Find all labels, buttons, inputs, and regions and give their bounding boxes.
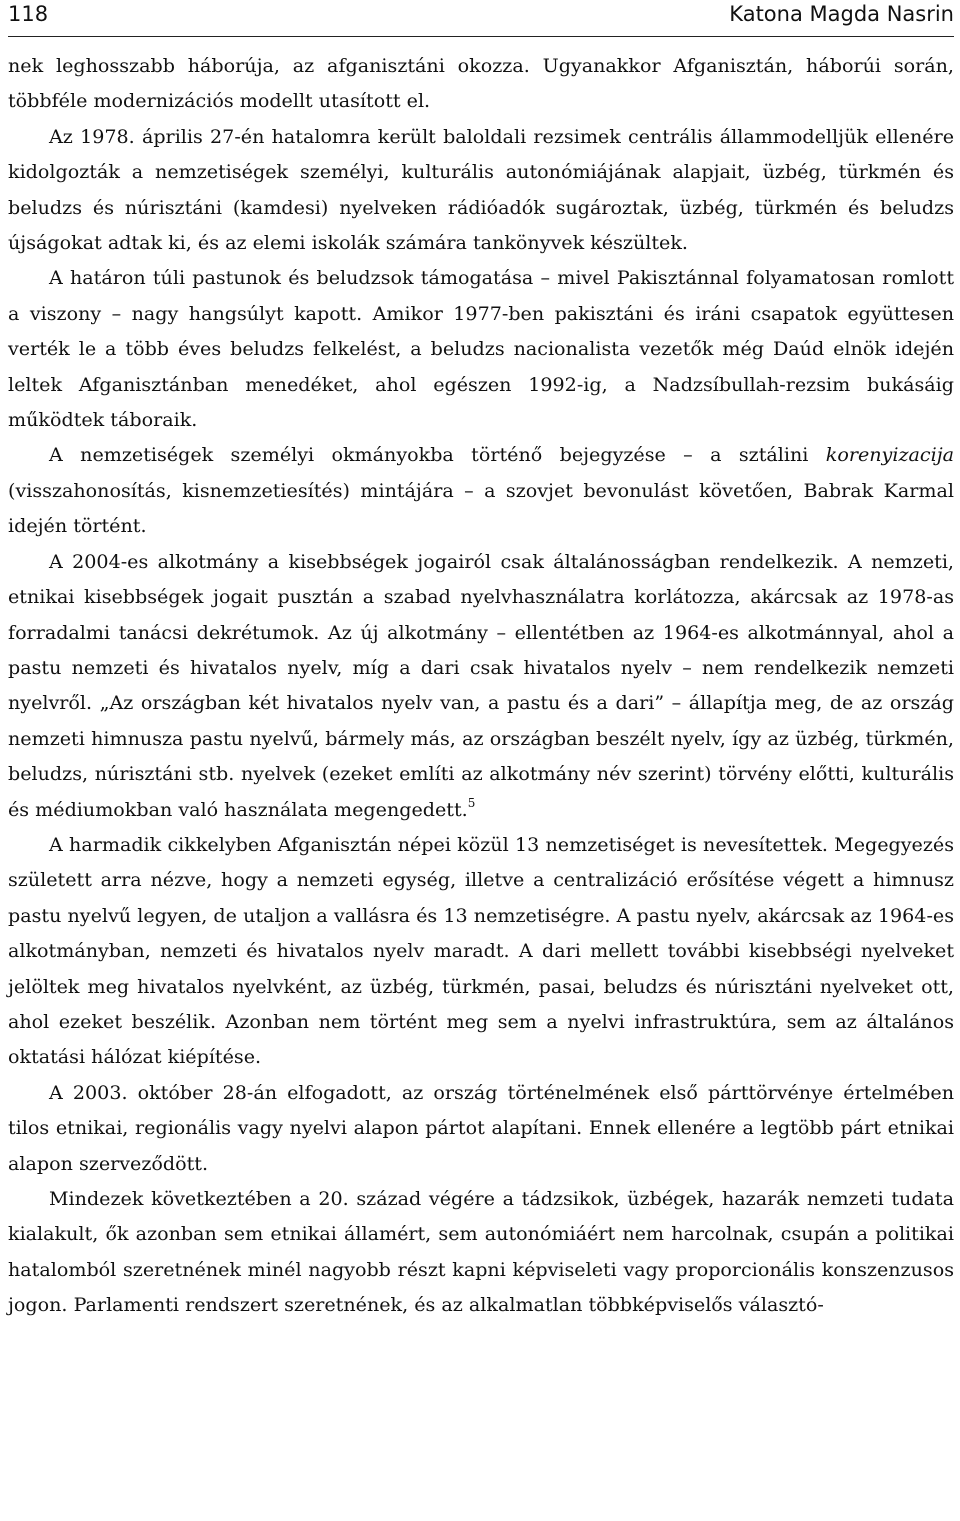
footnote-marker: 5: [467, 796, 476, 811]
page-header: [8, 0, 954, 37]
running-head-author: Katona Magda Nasrin: [729, 2, 954, 26]
paragraph-1978-regime: Az 1978. április 27-én hatalomra került baloldali rezsimek centrális állammodelljük ellenére kidolgozták a nemzetiségek személyi, kulturális autonómiájának alapjait, üzbég, türkmén és beludzs és núrisztáni (kamdesi) nyelveken rádióadók sugároztak, üzbég, türkmén és beludzs újságokat adtak ki, és az elemi iskolák számára tankönyvek készültek.: [8, 124, 954, 255]
paragraph-text: A 2004-es alkotmány a kisebbségek jogairól csak általánosságban rendelkezik. A nemzeti, etnikai kisebbségek jogait pusztán a szabad nyelvhasználatra korlátozza, akárcsak az 1978-as forradalmi tanácsi dekrétumok. Az új alkotmány – ellentétben az 1964-es alkotmánnyal, ahol a pastu nemzeti és hivatalos nyelv, míg a dari csak hivatalos nyelv – nem rendelkezik nemzeti nyelvről. „Az országban két hivatalos nyelv van, a pastu és a dari” – állapítja meg, de az ország nemzeti himnusza pastu nyelvű, bármely más, az országban beszélt nyelv, így az üzbég, türkmén, beludzs, núrisztáni stb. nyelvek (ezeket említi az alkotmány név szerint) törvény előtti, kulturális és médiumokban való használata megengedett.: [8, 549, 954, 821]
page-number: 118: [8, 2, 49, 26]
paragraph-third-article: A harmadik cikkelyben Afganisztán népei közül 13 nemzetiséget is nevesítettek. Megegyezés született arra nézve, hogy a nemzeti egység, illetve a centralizáció erősítése végett a himnusz pastu nyelvű legyen, de utaljon a vallásra és 13 nemzetiségre. A pastu nyelv, akárcsak az 1964-es alkotmányban, nemzeti és hivatalos nyelv maradt. A dari mellett további kisebbségi nyelveket jelöltek meg hivatalos nyelvként, az üzbég, türkmén, pasai, beludzs és núrisztáni nyelveket ott, ahol ezeket beszélik. Azonban nem történt meg sem a nyelvi infrastruktúra, sem az általános oktatási hálózat kiépítése.: [8, 832, 954, 1069]
body-text: [8, 48, 954, 1323]
paragraph-2004-constitution: [8, 544, 954, 827]
paragraph-party-law: A 2003. október 28-án elfogadott, az ország történelmének első párttörvénye értelmében tilos etnikai, regionális vagy nyelvi alapon pártot alapítani. Ennek ellenére a legtöbb párt etnikai alapon szerveződött.: [8, 1080, 954, 1175]
paragraph-conclusion: Mindezek következtében a 20. század végére a tádzsikok, üzbégek, hazarák nemzeti tudata kialakult, ők azonban sem etnikai államért, sem autonómiáért nem harcolnak, csupán a politikai hatalomból szeretnének minél nagyobb részt kapni képviseleti vagy proporcionális konszenzusos jogon. Parlamenti rendszert szeretnének, és az alkalmatlan többképviselős választó-: [8, 1187, 954, 1317]
paragraph-text-end: (visszahonosítás, kisnemzetiesítés) mintájára – a szovjet bevonulást követően, Babrak Karmal idején történt.: [8, 478, 954, 538]
paragraph-text-start: A nemzetiségek személyi okmányokba történő bejegyzése – a sztálini: [49, 443, 826, 467]
paragraph-nationality-documents: [8, 437, 954, 543]
paragraph-continued: nek leghosszabb háborúja, az afganisztáni okozza. Ugyanakkor Afganisztán, háborúi során, többféle modernizációs modellt utasított el.: [8, 54, 954, 113]
paragraph-border-support: A határon túli pastunok és beludzsok támogatása – mivel Pakisztánnal folyamatosan romlott a viszony – nagy hangsúlyt kapott. Amikor 1977-ben pakisztáni és iráni csapatok együttesen verték le a több éves beludzs felkelést, a beludzs nacionalista vezetők még Daúd elnök idején leltek Afganisztánban menedéket, ahol egészen 1992-ig, a Nadzsíbullah-rezsim bukásáig működtek táboraik.: [8, 266, 954, 432]
italic-term: korenyizacija: [825, 443, 954, 467]
